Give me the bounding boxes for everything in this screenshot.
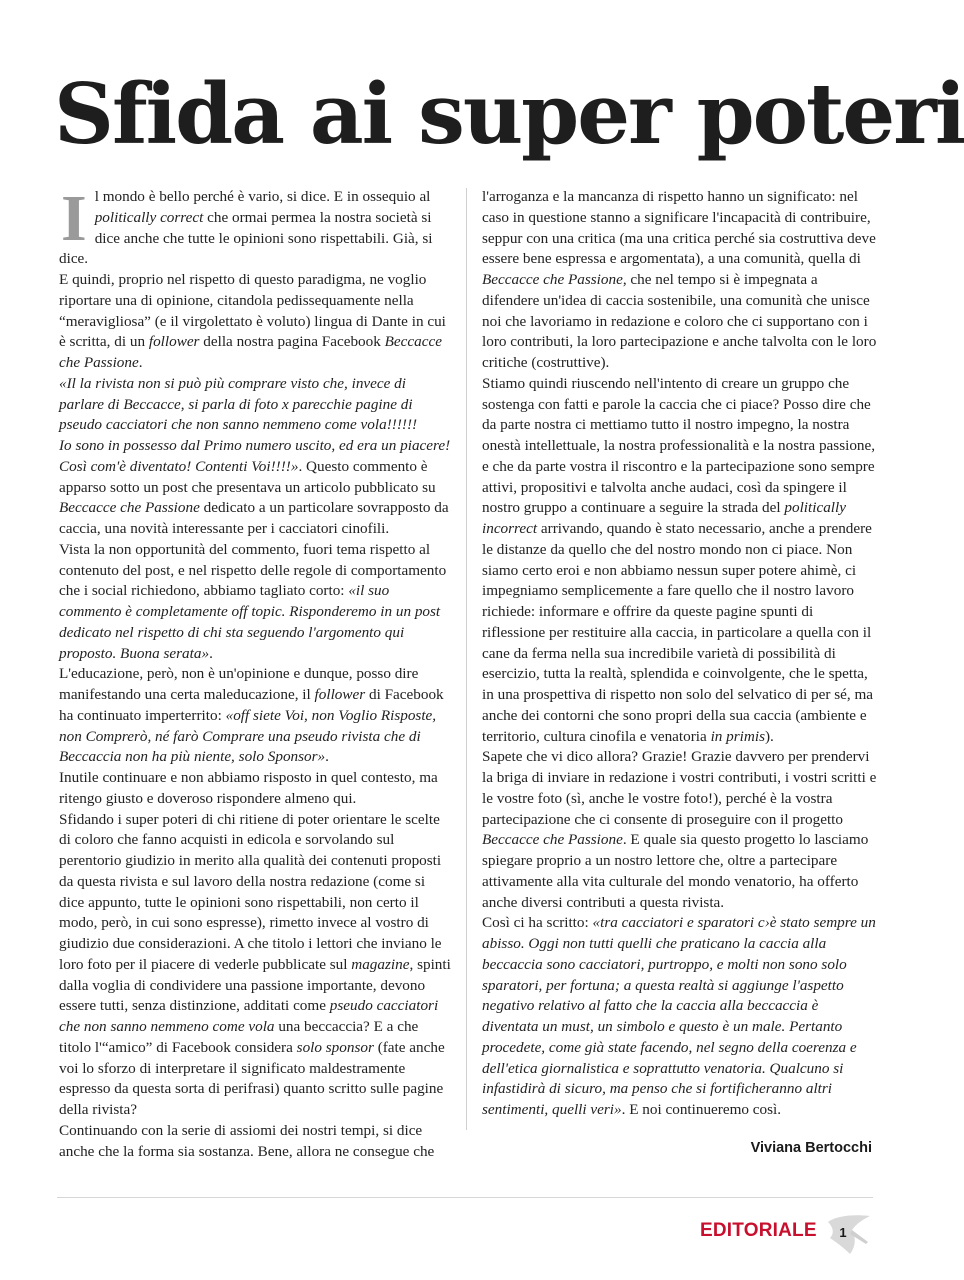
article-title: Sfida ai super poteri	[54, 65, 964, 163]
body-paragraph	[59, 374, 453, 436]
body-text: E quindi, proprio nel rispetto di questo paradigma, ne voglio riportare una di opinione, citandola pedissequamente nella “meravigliosa” (e il virgolettato è voluto) lingua di Dante in cui è scritta, di un	[59, 271, 446, 351]
body-paragraph	[59, 436, 453, 540]
footer-rule	[57, 1197, 873, 1198]
body-text: Sfidando i super poteri di chi ritiene di poter orientare le scelte di coloro che fanno acquisti in edicola e sorvolando sul perentorio giudizio in merito alla qualità dei contenuti proposti da questa rivista e sul lavoro della nostra redazione (come si dice appunto, tutte le opinioni sono rispettabili, non certo il modo, però, in cui sono espresse), rimetto invece al vostro di giudizio due considerazioni. A che titolo i lettori che inviano le loro foto per il piacere di vederle pubblicate sul	[59, 810, 442, 973]
body-text: Inutile continuare e non abbiamo risposto in quel contesto, ma ritengo giusto e doveroso rispondere almeno qui.	[59, 769, 438, 807]
body-text: Vista la non opportunità del commento, fuori tema rispetto al contenuto del post, e nel rispetto delle regole di comportamento che i social richiedono, abbiamo tagliato corto:	[59, 540, 447, 600]
body-paragraph	[59, 270, 453, 374]
body-paragraph	[482, 374, 878, 748]
body-text: .	[325, 748, 329, 766]
italic-text: «off siete Voi, non Voglio Risposte, non Comprerò, né farò Comprare una pseudo rivista che di Beccaccia non ha più niente, solo Sponsor»	[59, 706, 437, 766]
body-text: Sapete che vi dico allora? Grazie! Grazie davvero per prendervi la briga di inviare in redazione i vostri contributi, i vostri scritti e le vostre foto (sì, anche le vostre foto!), perché è la vostra partecipazione che ci consente di proseguire con il progetto	[482, 748, 877, 828]
body-text: dedicato a un particolare sovrapposto da caccia, una novità interessante per i cacciatori cinofili.	[59, 499, 449, 537]
body-text: Continuando con la serie di assiomi dei nostri tempi, si dice anche che la forma sia sostanza. Bene, allora ne consegue che	[59, 1121, 435, 1160]
body-paragraph	[59, 1121, 453, 1163]
body-text: (fate anche voi lo sforzo di interpretare il significato maldestramente espresso da questa sorta di perifrasi) quanto scritto sulle pagine della rivista?	[59, 1038, 445, 1118]
italic-text: follower	[314, 686, 366, 703]
body-text: L'educazione, però, non è un'opinione e dunque, posso dire manifestando una certa maleducazione, il	[59, 665, 419, 703]
body-text: Stiamo quindi riuscendo nell'intento di creare un gruppo che sostenga con fatti e parole la caccia che ci piace? Posso dire che da parte nostra ci mettiamo tutto il nostro impegno, la nostra onestà intellettuale, la nostra professionalità e la nostra passione, e che da parte vostra il riscontro e la partecipazione sono sempre attivi, propositivi e talvolta anche audaci, così da spingere il nostro gruppo a continuare a seguire la strada del	[482, 374, 876, 517]
section-label: EDITORIALE	[700, 1220, 817, 1241]
body-paragraph	[59, 182, 453, 270]
column-divider	[466, 188, 467, 1130]
body-paragraph	[59, 540, 453, 665]
body-text: .	[138, 354, 143, 371]
body-text: arrivando, quando è stato necessario, anche a prendere le distanze da quello che del nostro mondo non ci piace. Non siamo certo eroi e non abbiamo nessun super potere ahimè, ci impegniamo semplicemente a fare quello che il nostro lavoro richiede: informare e offrire da queste pagine spunti di riflessione per restituire alla caccia, in particolare a quella con il cane da ferma nella sua incredibile varietà di possibilità di esercizio, tutta la realtà, splendida e coinvolgente, che le spetta, in una prospettiva di rispetto non solo del selvatico di per sé, ma anche dei contorni che sono propri della sua caccia (ambiente e territorio, cultura cinofila e venatoria	[482, 520, 873, 745]
body-text: ).	[765, 727, 774, 745]
body-text: della nostra pagina Facebook	[199, 333, 385, 351]
body-text: . E noi continueremo così.	[621, 1101, 782, 1118]
drop-cap: I	[61, 182, 87, 255]
italic-text: magazine	[351, 955, 410, 973]
body-text: l'arroganza e la mancanza di rispetto hanno un significato: nel caso in questione stanno a significare l'incapacità di contribuire, seppur con una critica (ma una critica perché sia costruttiva deve essere bene espressa e argomentata), a una comunità, quella di	[482, 188, 876, 268]
italic-text: in primis	[710, 727, 765, 745]
body-text: che ormai permea la nostra società si dice anche che tutte le opinioni sono rispettabili. Già, si dice.	[59, 208, 433, 268]
body-text: , che nel tempo si è impegnata a difendere un'idea di caccia sostenibile, una comunità che unisce noi che lavoriamo in redazione e coloro che ci supportano con i loro contributi, la loro partecipazione e anche talvolta con le loro critiche (costruttive).	[482, 271, 877, 371]
body-text: di Facebook ha continuato imperterrito:	[59, 686, 444, 724]
italic-text: Beccacce che Passione	[59, 499, 200, 517]
left-column	[59, 182, 453, 1160]
italic-text: «il suo commento è completamente off topic. Risponderemo in un post dedicato nel rispetto di chi sta seguendo l'argomento qui proposto. Buona serata»	[59, 582, 441, 662]
body-paragraph	[482, 187, 878, 374]
body-text: , spinti dalla voglia di condividere una passione importante, devono essere tutti, senza distinzione, additati come	[59, 955, 451, 1015]
author-signature: Viviana Bertocchi	[750, 1140, 872, 1156]
italic-text: politically incorrect	[482, 499, 846, 537]
body-text: una beccaccia? E a che titolo l'“amico” di Facebook considera	[59, 1018, 419, 1056]
italic-text: «tra cacciatori e sparatori c›è stato sempre un abisso. Oggi non tutti quelli che praticano la caccia alla beccaccia sono cacciatori, purtroppo, e molti non sono solo sparatori, per fortuna; a questa realtà si aggiunge l'aspetto negativo relativo al fatto che la caccia alla beccaccia è diventata un must, un simbolo e questo è un male. Pertanto procedete, come già state facendo, nel segno della coerenza e dell'etica giornalistica e soprattutto venatoria. Qualcuno si infastidirà di sicuro, ma penso che si fortificheranno altri sentimenti, quelli veri»	[482, 914, 876, 1118]
italic-text: politically correct	[94, 208, 204, 226]
body-text: . Questo commento è apparso sotto un post che presentava un articolo pubblicato su	[59, 457, 436, 496]
body-text: . E quale sia questo progetto lo lasciamo spiegare proprio a un nostro lettore che, oltre a partecipare attivamente alla vita culturale del mondo venatorio, ha offerto anche diversi contributi a questa rivista.	[482, 831, 869, 911]
body-text: .	[209, 644, 213, 662]
italic-text: solo sponsor	[296, 1038, 374, 1056]
body-text: Così ci ha scritto:	[482, 914, 593, 932]
italic-text: Beccacce che Passione	[482, 271, 623, 288]
page-number: 1	[839, 1225, 847, 1240]
body-paragraph	[59, 664, 453, 768]
italic-text: Beccacce che Passione	[59, 333, 442, 371]
body-paragraph	[59, 810, 453, 1121]
italic-text: follower	[148, 333, 200, 351]
body-paragraph	[482, 913, 878, 1121]
italic-text: pseudo cacciatori che non sanno nemmeno come vola	[59, 997, 439, 1035]
right-column	[482, 187, 878, 1137]
body-paragraph	[59, 768, 453, 810]
body-text: l mondo è bello perché è vario, si dice. E in ossequio al	[94, 188, 431, 205]
italic-text: Beccacce che Passione	[482, 831, 623, 849]
italic-text: Io sono in possesso dal Primo numero uscito, ed era un piacere! Così com'è diventato! Contenti Voi!!!!»	[59, 437, 451, 475]
body-paragraph	[482, 747, 878, 913]
italic-text: «Il la rivista non si può più comprare visto che, invece di parlare di Beccacce, si parla di foto x parecchie pagine di pseudo cacciatori che non sanno nemmeno come vola!!!!!!	[59, 374, 418, 434]
